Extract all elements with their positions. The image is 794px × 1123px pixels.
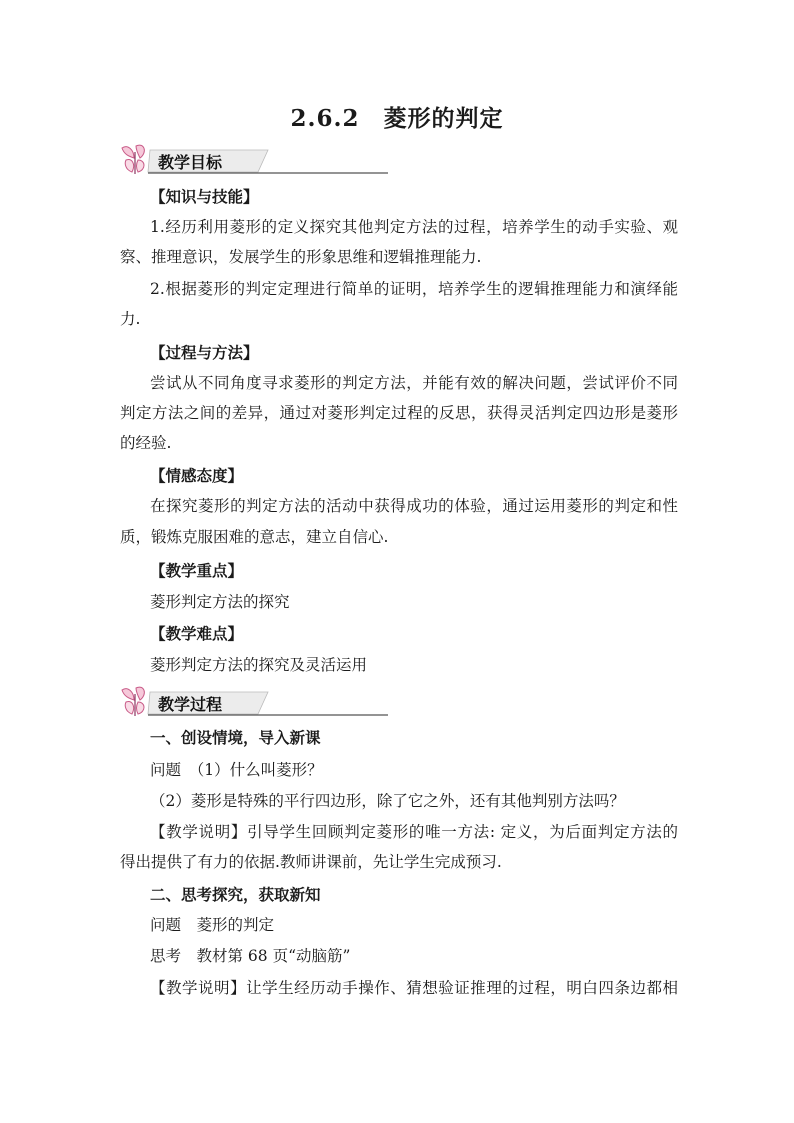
text-line: 察、推理意识，发展学生的形象思维和逻辑推理能力. xyxy=(120,248,482,266)
heading-section-2: 二、思考探究，获取新知 xyxy=(150,885,321,904)
text-line: 问题 菱形的判定 xyxy=(150,916,275,934)
text-line: 尝试从不同角度寻求菱形的判定方法，并能有效的解决问题，尝试评价不同 xyxy=(150,374,678,392)
text-line: 2.根据菱形的判定定理进行简单的证明，培养学生的逻辑推理能力和演绎能 xyxy=(150,280,678,298)
heading-emotion: 【情感态度】 xyxy=(150,466,244,485)
heading-knowledge: 【知识与技能】 xyxy=(150,187,259,206)
banner-label: 教学目标 xyxy=(158,153,223,172)
text-line: 【教学说明】让学生经历动手操作、猜想验证推理的过程，明白四条边都相 xyxy=(150,979,678,997)
page-title: 2.6.2 菱形的判定 xyxy=(290,105,504,132)
heading-key: 【教学重点】 xyxy=(150,561,244,580)
text-line: 在探究菱形的判定方法的活动中获得成功的体验，通过运用菱形的判定和性 xyxy=(150,497,678,515)
text-line: 1.经历利用菱形的定义探究其他判定方法的过程，培养学生的动手实验、观 xyxy=(150,218,678,236)
text-line: （2）菱形是特殊的平行四边形，除了它之外，还有其他判别方法吗？ xyxy=(150,792,625,810)
text-line: 菱形判定方法的探究 xyxy=(150,593,290,611)
text-line: 思考 教材第 68 页“动脑筋” xyxy=(150,947,351,965)
heading-difficulty: 【教学难点】 xyxy=(150,624,244,643)
section-banner-goals xyxy=(118,142,398,182)
heading-method: 【过程与方法】 xyxy=(150,343,259,362)
text-line: 【教学说明】引导学生回顾判定菱形的唯一方法: 定义，为后面判定方法的 xyxy=(150,823,678,841)
text-line: 得出提供了有力的依据.教师讲课前，先让学生完成预习. xyxy=(120,853,502,871)
text-line: 力. xyxy=(120,310,141,328)
text-line: 质，锻炼克服困难的意志，建立自信心. xyxy=(120,528,389,546)
text-line: 问题 （1）什么叫菱形？ xyxy=(150,761,323,779)
banner-label: 教学过程 xyxy=(158,695,223,714)
text-line: 判定方法之间的差异，通过对菱形判定过程的反思，获得灵活判定四边形是菱形 xyxy=(120,404,678,422)
text-line: 的经验. xyxy=(120,434,172,452)
section-banner-process xyxy=(118,684,398,724)
heading-section-1: 一、创设情境，导入新课 xyxy=(150,728,321,747)
text-line: 菱形判定方法的探究及灵活运用 xyxy=(150,656,368,674)
